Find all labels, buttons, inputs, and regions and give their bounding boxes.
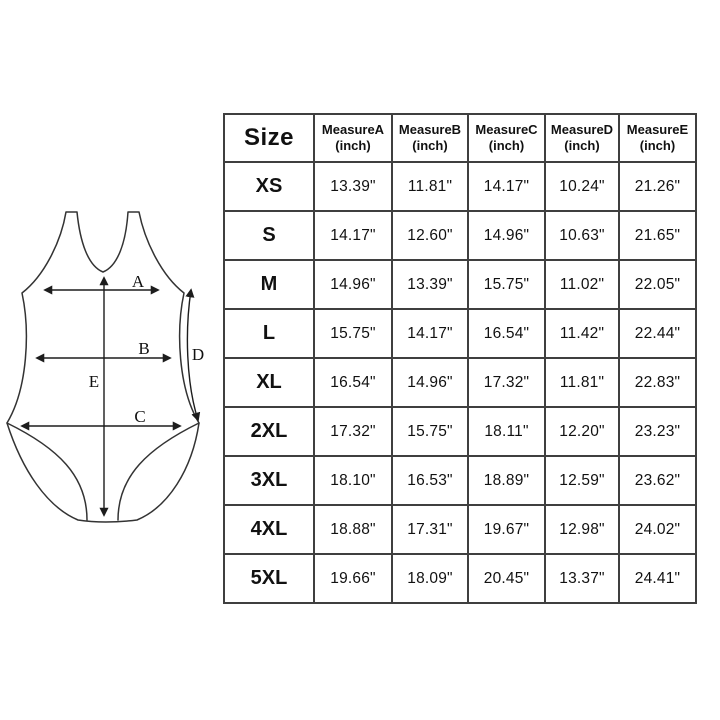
measure-d-column-header (545, 114, 619, 162)
measure-cell: 18.89" (468, 456, 545, 505)
measure-cell: 18.10" (314, 456, 392, 505)
measure-c-unit: (inch) (488, 138, 525, 153)
measure-cell: 14.96" (314, 260, 392, 309)
measure-cell: 10.24" (545, 162, 619, 211)
measure-cell: 22.44" (619, 309, 696, 358)
measure-cell: 16.54" (314, 358, 392, 407)
table-row-xs (224, 162, 696, 211)
size-column-header: Size (224, 114, 314, 162)
measure-b-column-header (392, 114, 468, 162)
measure-cell: 11.02" (545, 260, 619, 309)
measure-cell: 19.67" (468, 505, 545, 554)
size-cell: XS (224, 162, 314, 211)
measure-cell: 13.37" (545, 554, 619, 603)
measure-cell: 24.41" (619, 554, 696, 603)
measure-cell: 14.17" (468, 162, 545, 211)
measure-cell: 11.42" (545, 309, 619, 358)
measure-cell: 14.17" (392, 309, 468, 358)
size-cell: S (224, 211, 314, 260)
size-cell: 2XL (224, 407, 314, 456)
measure-b-label: B (138, 339, 150, 358)
measure-a-unit: (inch) (335, 138, 371, 153)
swimsuit-measurement-diagram (0, 190, 220, 535)
measure-a-label: A (131, 272, 145, 291)
measure-cell: 19.66" (314, 554, 392, 603)
measure-e-label: E (88, 372, 100, 391)
measure-cell: 12.60" (392, 211, 468, 260)
measure-cell: 21.26" (619, 162, 696, 211)
measure-e-unit: (inch) (639, 138, 676, 153)
table-row-5xl (224, 554, 696, 603)
table-row-xl (224, 358, 696, 407)
measure-c-name: MeasureC (475, 122, 538, 138)
measure-cell: 11.81" (392, 162, 468, 211)
measure-cell: 15.75" (468, 260, 545, 309)
measure-cell: 17.32" (314, 407, 392, 456)
measure-cell: 21.65" (619, 211, 696, 260)
measure-e-name: MeasureE (626, 122, 689, 138)
swimsuit-outline-icon (7, 212, 199, 522)
measure-e-column-header (619, 114, 696, 162)
size-cell: L (224, 309, 314, 358)
size-cell: 3XL (224, 456, 314, 505)
measure-cell: 13.39" (314, 162, 392, 211)
table-header-row (224, 114, 696, 162)
measure-cell: 14.96" (468, 211, 545, 260)
measure-c-label: C (134, 407, 146, 426)
table-row-m (224, 260, 696, 309)
measure-a-name: MeasureA (321, 122, 385, 138)
measure-cell: 12.59" (545, 456, 619, 505)
table-row-l (224, 309, 696, 358)
table-row-3xl (224, 456, 696, 505)
swimsuit-diagram-svg (0, 190, 220, 535)
measure-b-name: MeasureB (398, 122, 462, 138)
measure-cell: 12.98" (545, 505, 619, 554)
measure-cell: 12.20" (545, 407, 619, 456)
measure-cell: 18.88" (314, 505, 392, 554)
measure-cell: 17.32" (468, 358, 545, 407)
size-table (223, 113, 697, 604)
measure-cell: 23.23" (619, 407, 696, 456)
measure-a-column-header (314, 114, 392, 162)
size-cell: 4XL (224, 505, 314, 554)
measure-cell: 13.39" (392, 260, 468, 309)
measure-cell: 14.96" (392, 358, 468, 407)
table-row-s (224, 211, 696, 260)
measure-d-label: D (191, 345, 205, 364)
measure-cell: 16.54" (468, 309, 545, 358)
measure-d-name: MeasureD (550, 122, 614, 138)
size-cell: 5XL (224, 554, 314, 603)
table-row-4xl (224, 505, 696, 554)
measure-cell: 11.81" (545, 358, 619, 407)
measure-cell: 14.17" (314, 211, 392, 260)
measure-cell: 22.83" (619, 358, 696, 407)
measure-cell: 17.31" (392, 505, 468, 554)
measure-cell: 22.05" (619, 260, 696, 309)
measure-cell: 24.02" (619, 505, 696, 554)
measure-cell: 15.75" (314, 309, 392, 358)
left-leg-opening-curve (7, 423, 87, 520)
measure-cell: 15.75" (392, 407, 468, 456)
measure-cell: 18.09" (392, 554, 468, 603)
measure-b-unit: (inch) (412, 138, 448, 153)
measure-cell: 18.11" (468, 407, 545, 456)
measure-d-unit: (inch) (564, 138, 600, 153)
size-table-container (223, 113, 697, 604)
measure-cell: 16.53" (392, 456, 468, 505)
measure-cell: 20.45" (468, 554, 545, 603)
table-row-2xl (224, 407, 696, 456)
measure-cell: 10.63" (545, 211, 619, 260)
size-cell: M (224, 260, 314, 309)
size-cell: XL (224, 358, 314, 407)
measure-cell: 23.62" (619, 456, 696, 505)
measure-c-column-header (468, 114, 545, 162)
